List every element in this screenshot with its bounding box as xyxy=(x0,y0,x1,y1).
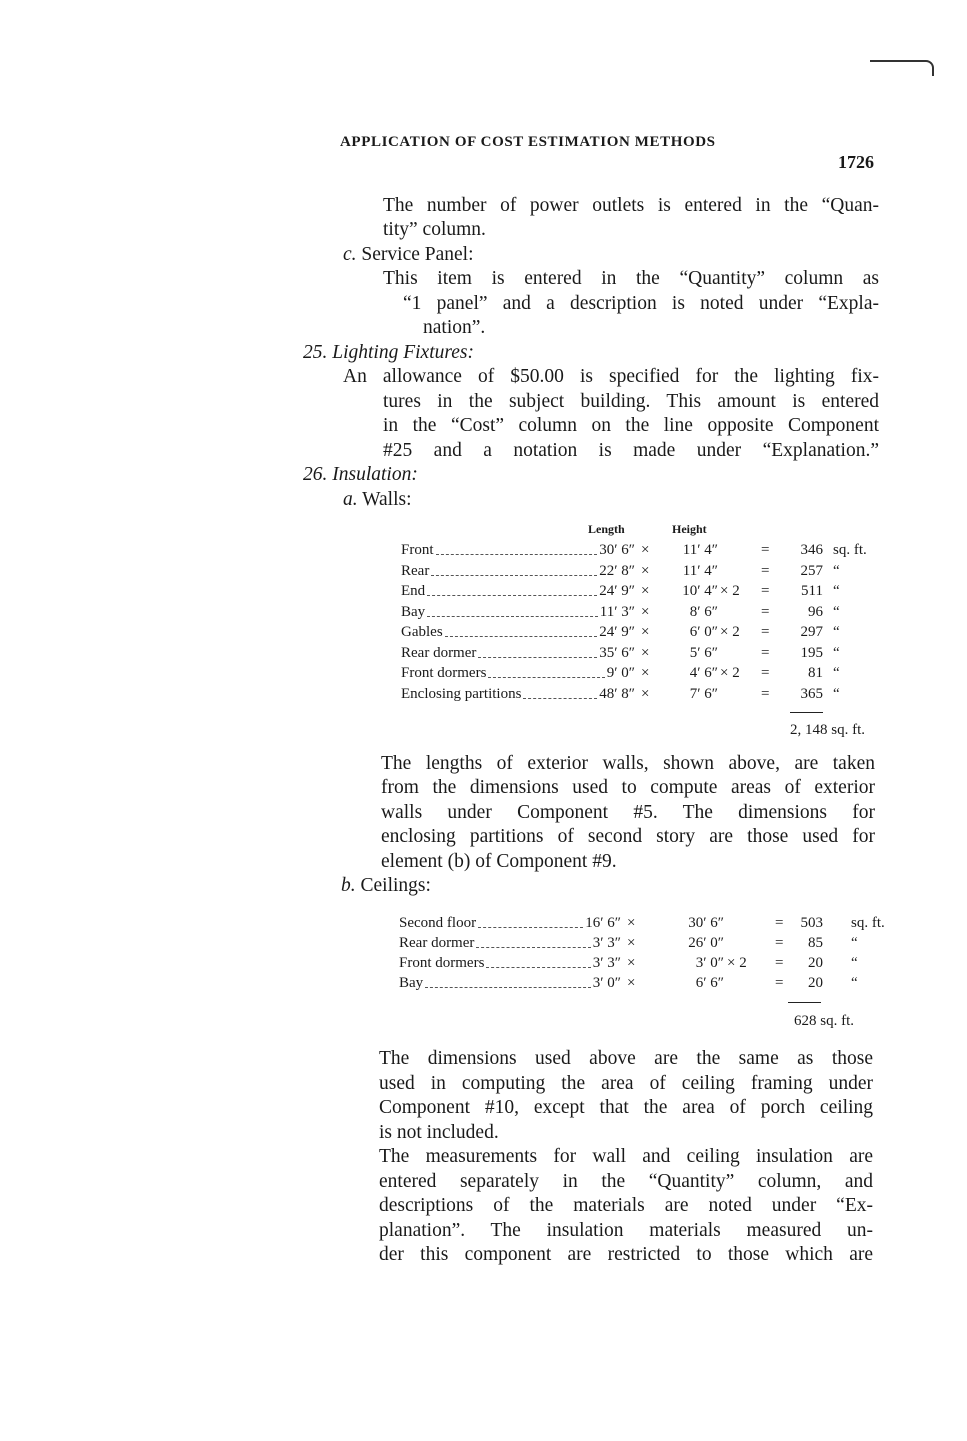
text-line: walls under Component #5. The dimensions for xyxy=(381,802,875,823)
text-line: used in computing the area of ceiling framing under xyxy=(379,1073,873,1094)
row-label: Second floor xyxy=(399,915,477,931)
row-label: Bay xyxy=(399,975,424,991)
times-sign: × xyxy=(641,603,650,620)
text-line: An allowance of $50.00 is specified for the lighting fix- xyxy=(343,366,879,387)
text-line: The measurements for wall and ceiling insulation are xyxy=(379,1146,873,1167)
equals-sign: = xyxy=(761,583,770,599)
length-cell: 24′ 9″ xyxy=(599,583,635,599)
row-label: Enclosing partitions xyxy=(401,685,522,702)
row-label: Gables xyxy=(401,624,443,640)
height-cell: 5′ 6″ xyxy=(689,644,718,661)
text-line: descriptions of the materials are noted under “Ex- xyxy=(379,1195,873,1216)
table-row xyxy=(399,913,885,933)
subsection-label: c. xyxy=(343,244,357,265)
running-title: APPLICATION OF COST ESTIMATION METHODS xyxy=(340,134,716,150)
unit-cell: “ xyxy=(833,603,840,620)
area-cell: 503 xyxy=(800,915,823,931)
length-cell: 30′ 6″ xyxy=(599,542,635,558)
table-row xyxy=(401,622,881,642)
text-line: The lengths of exterior walls, shown above, are taken xyxy=(381,753,875,774)
dot-leader xyxy=(425,973,591,988)
dot-leader xyxy=(488,663,604,678)
dot-leader xyxy=(436,540,598,555)
area-cell: 365 xyxy=(800,685,823,702)
text-line: #25 and a notation is made under “Explanation.” xyxy=(383,440,879,461)
area-cell: 20 xyxy=(808,955,823,971)
subsection-title: Walls: xyxy=(362,489,412,510)
text-line: This item is entered in the “Quantity” column as xyxy=(383,268,879,289)
multiplier-cell: × 2 xyxy=(720,665,740,681)
text-line: Component #10, except that the area of porch ceiling xyxy=(379,1097,873,1118)
times-sign: × xyxy=(627,915,636,931)
text-line: in the “Cost” column on the line opposite Component xyxy=(383,415,879,436)
unit-cell: “ xyxy=(833,644,840,661)
total-rule xyxy=(788,1002,821,1003)
unit-cell: “ xyxy=(851,955,858,971)
times-sign: × xyxy=(641,624,650,640)
equals-sign: = xyxy=(775,915,784,931)
subsection-a-heading xyxy=(343,488,412,512)
subsection-label: a. xyxy=(343,489,358,510)
unit-cell: “ xyxy=(833,665,840,681)
height-cell: 8′ 6″ xyxy=(689,603,718,620)
height-cell: 3′ 0″ xyxy=(695,955,724,971)
row-label: Front dormers xyxy=(399,955,485,971)
length-cell: 3′ 0″ xyxy=(592,975,621,991)
length-cell: 3′ 3″ xyxy=(592,955,621,971)
table-row xyxy=(399,933,879,953)
text-line: tures in the subject building. This amount is entered xyxy=(383,391,879,412)
table-row xyxy=(401,643,881,663)
dot-leader xyxy=(486,953,590,968)
times-sign: × xyxy=(627,935,636,951)
area-cell: 257 xyxy=(800,562,823,579)
text-line: enclosing partitions of second story are those used for xyxy=(381,826,875,847)
area-cell: 297 xyxy=(800,624,823,640)
times-sign: × xyxy=(641,644,650,661)
text-line: nation”. xyxy=(423,317,486,338)
times-sign: × xyxy=(627,975,636,991)
unit-cell: “ xyxy=(833,685,840,702)
height-cell: 7′ 6″ xyxy=(689,685,718,702)
times-sign: × xyxy=(641,562,650,579)
dot-leader xyxy=(478,913,583,928)
equals-sign: = xyxy=(761,685,770,702)
table-row xyxy=(401,684,881,704)
ceilings-total: 628 sq. ft. xyxy=(794,1013,854,1029)
row-label: Front xyxy=(401,542,434,558)
dot-leader xyxy=(445,622,598,637)
table-row xyxy=(399,973,879,993)
length-cell: 22′ 8″ xyxy=(599,562,635,579)
column-header-length: Length xyxy=(588,522,625,536)
table-row xyxy=(401,540,881,560)
page-corner-mark xyxy=(870,60,934,76)
length-cell: 11′ 3″ xyxy=(599,603,635,620)
height-cell: 4′ 6″ xyxy=(689,665,718,681)
times-sign: × xyxy=(641,685,650,702)
multiplier-cell: × 2 xyxy=(720,624,740,640)
section-number: 25. xyxy=(303,342,328,363)
dot-leader xyxy=(431,561,597,576)
equals-sign: = xyxy=(761,624,770,640)
text-line: element (b) of Component #9. xyxy=(381,851,617,872)
unit-cell: “ xyxy=(851,975,858,991)
text-line: entered separately in the “Quantity” column, and xyxy=(379,1171,873,1192)
table-row xyxy=(401,663,881,683)
table-row xyxy=(401,602,881,622)
length-cell: 35′ 6″ xyxy=(599,644,635,661)
dot-leader xyxy=(523,684,597,699)
text-line: from the dimensions used to compute areas of exterior xyxy=(381,777,875,798)
multiplier-cell: × 2 xyxy=(727,955,747,971)
column-header-height: Height xyxy=(672,522,707,536)
table-row xyxy=(401,581,881,601)
subsection-title: Service Panel: xyxy=(361,244,474,265)
equals-sign: = xyxy=(761,665,770,681)
multiplier-cell: × 2 xyxy=(720,583,740,599)
text-line: is not included. xyxy=(379,1122,499,1143)
height-cell: 6′ 0″ xyxy=(689,624,718,640)
row-label: Rear xyxy=(401,562,430,579)
text-line: The number of power outlets is entered in the “Quan- xyxy=(383,195,879,216)
section-title: Insulation: xyxy=(332,464,418,485)
equals-sign: = xyxy=(775,975,784,991)
equals-sign: = xyxy=(761,603,770,620)
length-cell: 48′ 8″ xyxy=(599,685,635,702)
times-sign: × xyxy=(641,665,650,681)
row-label: Rear dormer xyxy=(401,644,477,661)
section-number: 26. xyxy=(303,464,328,485)
text-line: tity” column. xyxy=(383,219,486,240)
text-line: “1 panel” and a description is noted under “Expla- xyxy=(403,293,879,314)
times-sign: × xyxy=(641,542,650,558)
subsection-c-heading xyxy=(343,243,474,267)
unit-cell: “ xyxy=(833,624,840,640)
total-rule xyxy=(790,712,823,713)
row-label: Rear dormer xyxy=(399,935,475,951)
height-cell: 11′ 4″ xyxy=(682,562,718,579)
row-label: Front dormers xyxy=(401,665,487,681)
subsection-title: Ceilings: xyxy=(360,875,431,896)
times-sign: × xyxy=(627,955,636,971)
area-cell: 346 xyxy=(800,542,823,558)
text-line: The dimensions used above are the same as those xyxy=(379,1048,873,1069)
area-cell: 195 xyxy=(800,644,823,661)
subsection-label: b. xyxy=(341,875,356,896)
dot-leader xyxy=(427,602,598,617)
length-cell: 9′ 0″ xyxy=(606,665,635,681)
walls-total: 2, 148 sq. ft. xyxy=(790,722,865,738)
section-26-heading xyxy=(303,463,418,487)
equals-sign: = xyxy=(761,644,770,661)
unit-cell: sq. ft. xyxy=(833,542,867,558)
area-cell: 511 xyxy=(801,583,823,599)
page-number: 1726 xyxy=(838,152,874,172)
unit-cell: “ xyxy=(833,562,840,579)
area-cell: 20 xyxy=(808,975,823,991)
height-cell: 30′ 6″ xyxy=(688,915,724,931)
dot-leader xyxy=(476,933,590,948)
height-cell: 26′ 0″ xyxy=(688,935,724,951)
area-cell: 85 xyxy=(808,935,823,951)
unit-cell: sq. ft. xyxy=(851,915,885,931)
height-cell: 10′ 4″ xyxy=(682,583,718,599)
row-label: End xyxy=(401,583,426,599)
equals-sign: = xyxy=(775,955,784,971)
text-line: der this component are restricted to those which are xyxy=(379,1244,873,1265)
text-line: planation”. The insulation materials measured un- xyxy=(379,1220,873,1241)
area-cell: 81 xyxy=(808,665,823,681)
dot-leader xyxy=(427,581,597,596)
unit-cell: “ xyxy=(851,935,858,951)
equals-sign: = xyxy=(761,562,770,579)
area-cell: 96 xyxy=(808,603,823,620)
row-label: Bay xyxy=(401,603,426,620)
subsection-b-heading xyxy=(341,874,431,898)
table-row xyxy=(401,561,881,581)
length-cell: 16′ 6″ xyxy=(585,915,621,931)
equals-sign: = xyxy=(761,542,770,558)
times-sign: × xyxy=(641,583,650,599)
table-row xyxy=(399,953,879,973)
section-title: Lighting Fixtures: xyxy=(332,342,474,363)
equals-sign: = xyxy=(775,935,784,951)
length-cell: 24′ 9″ xyxy=(599,624,635,640)
length-cell: 3′ 3″ xyxy=(592,935,621,951)
height-cell: 6′ 6″ xyxy=(695,975,724,991)
height-cell: 11′ 4″ xyxy=(682,542,718,558)
unit-cell: “ xyxy=(833,583,840,599)
dot-leader xyxy=(478,643,597,658)
section-25-heading xyxy=(303,341,474,365)
